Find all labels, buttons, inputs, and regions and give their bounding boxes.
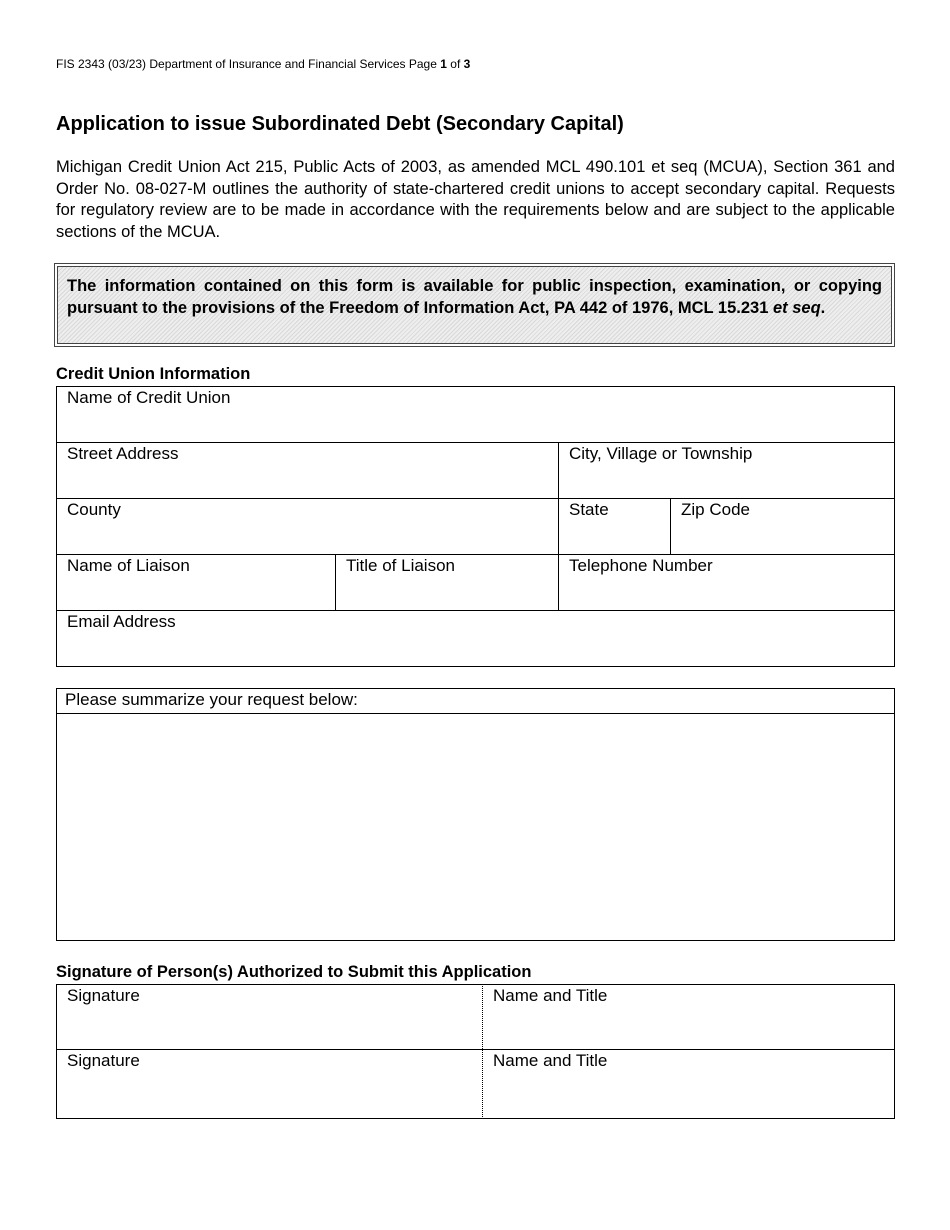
county-label: County: [67, 500, 121, 519]
notice-text: The information contained on this form is available for public inspection, examination, or copying pursuant to the provisions of the Freedom of Information Act, PA 442 of 1976, MCL 15.231: [67, 277, 882, 317]
credit-union-section-title: Credit Union Information: [56, 365, 251, 383]
liaison-name-label: Name of Liaison: [67, 556, 190, 575]
form-info: FIS 2343 (03/23) Department of Insurance and Financial Services Page: [56, 57, 437, 71]
street-address-field[interactable]: [56, 442, 560, 499]
intro-paragraph: Michigan Credit Union Act 215, Public Acts of 2003, as amended MCL 490.101 et seq (MCUA), Section 361 and Order No. 08-027-M outlines the authority of state-chartered credit unions to accept secondary capital. Requests for regulatory review are to be made in accordance with the requirements below and are subject to the applicable sections of the MCUA.: [56, 158, 895, 241]
notice-italic: et seq: [772, 299, 821, 317]
street-address-label: Street Address: [67, 444, 179, 463]
foia-notice-text: [57, 266, 892, 344]
state-field[interactable]: [558, 498, 672, 555]
liaison-title-field[interactable]: [335, 554, 560, 611]
telephone-field[interactable]: [558, 554, 895, 611]
foia-notice: [54, 263, 895, 347]
form-header: [56, 57, 470, 71]
name-title-field-2[interactable]: [482, 1049, 895, 1119]
signature-label-1: Signature: [67, 986, 140, 1005]
state-label: State: [569, 500, 609, 519]
signature-label-2: Signature: [67, 1051, 140, 1070]
county-field[interactable]: [56, 498, 560, 555]
zip-code-label: Zip Code: [681, 500, 750, 519]
telephone-label: Telephone Number: [569, 556, 713, 575]
summary-label: Please summarize your request below:: [57, 689, 894, 714]
zip-code-field[interactable]: [670, 498, 895, 555]
signature-field-2[interactable]: [56, 1049, 484, 1119]
liaison-title-label: Title of Liaison: [346, 556, 455, 575]
signature-field-1[interactable]: [56, 984, 484, 1051]
email-label: Email Address: [67, 612, 176, 631]
city-label: City, Village or Township: [569, 444, 753, 463]
page-title: Application to issue Subordinated Debt (Secondary Capital): [56, 113, 624, 135]
credit-union-name-label: Name of Credit Union: [67, 388, 231, 407]
summary-textarea[interactable]: [57, 714, 894, 940]
notice-end: .: [820, 299, 826, 317]
page-current: 1: [440, 57, 447, 71]
page-of: of: [450, 57, 461, 71]
page-total: 3: [463, 57, 471, 71]
name-title-label-2: Name and Title: [493, 1051, 608, 1070]
summary-box: [56, 688, 895, 941]
liaison-name-field[interactable]: [56, 554, 337, 611]
name-title-field-1[interactable]: [482, 984, 895, 1051]
city-field[interactable]: [558, 442, 895, 499]
credit-union-name-field[interactable]: [56, 386, 895, 443]
name-title-label-1: Name and Title: [493, 986, 608, 1005]
signature-section-title: Signature of Person(s) Authorized to Submit this Application: [56, 963, 532, 981]
email-field[interactable]: [56, 610, 895, 667]
